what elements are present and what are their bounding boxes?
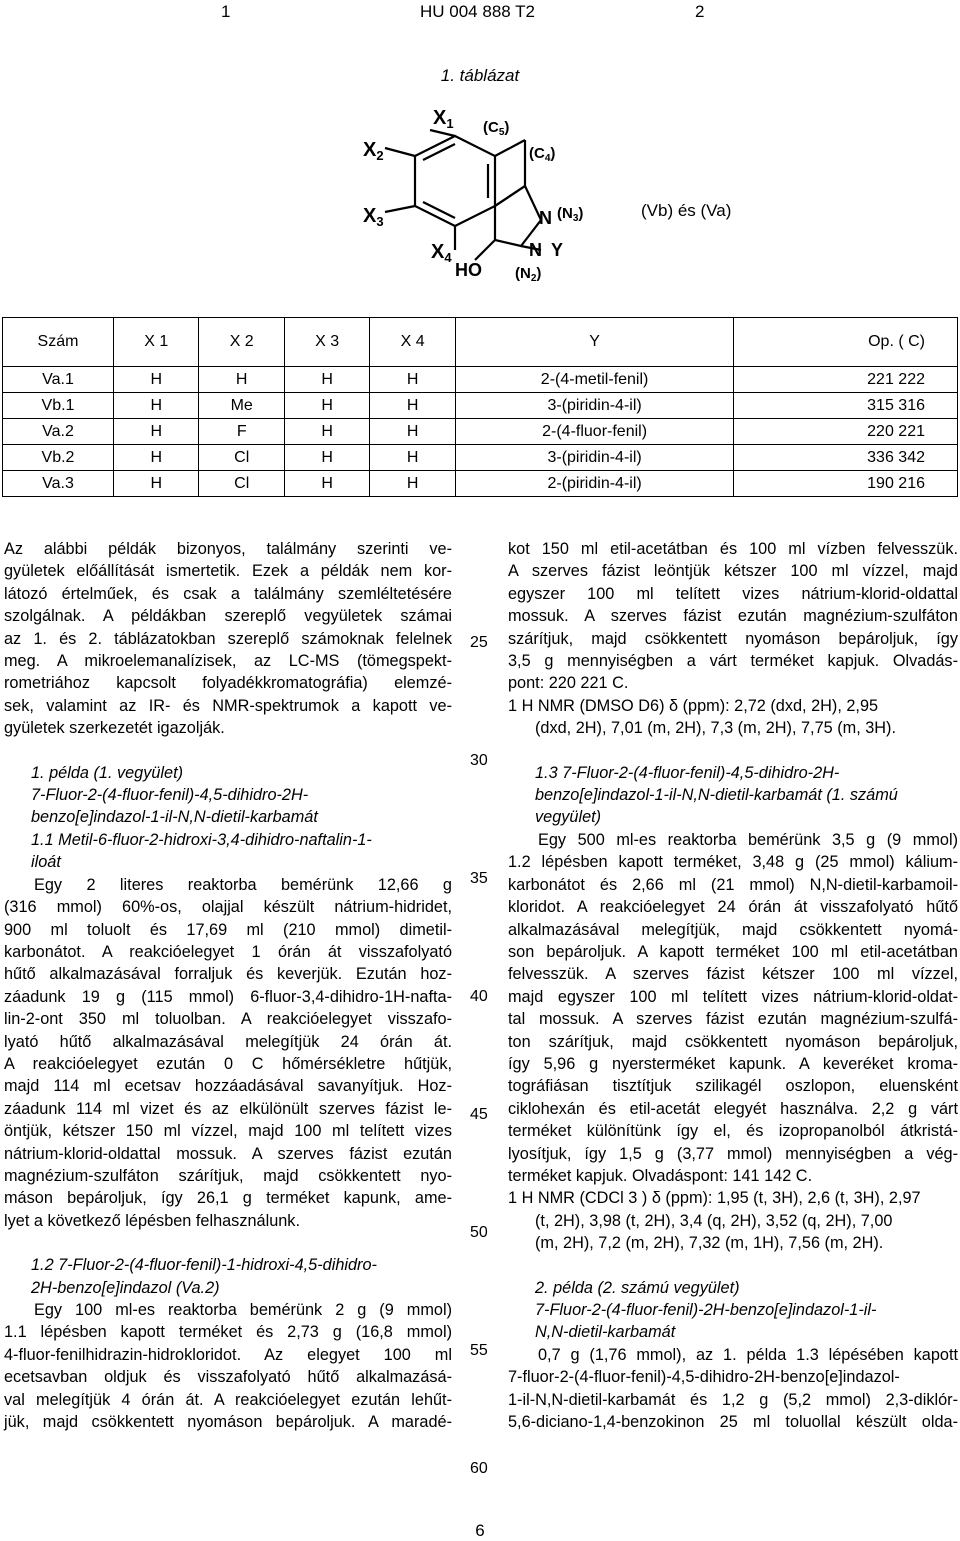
table-cell: H [114, 445, 199, 471]
table-cell: Va.3 [3, 471, 114, 497]
table-cell: H [114, 367, 199, 393]
table-cell: H [114, 471, 199, 497]
table-header-row [3, 318, 958, 367]
svg-text:X2: $X_2$ [363, 139, 384, 163]
step-1-3-body: Egy 500 ml-es reaktorba bemérünk 3,5 g (9 mmol) 1.2 lépésben kapott terméket, 3,48 g (25 mmol) kálium- karbonátot és 2,66 ml (21 mmol) N,N-dietil-karbamoil- kloridot. A reakcióelegyet 24 órán át visszafolyató hűtő alkalmazásával melegítjük, majd csökkentett nyomá- son bepároljuk. A kapott terméket 100 ml etil-acetátban felvesszük. A szerves fázist kétszer 100 ml vízzel, majd egyszer 100 ml telített vizes nátrium-klorid-oldat- tal mossuk. A szerves fázist ezután magnézium-szulfá- ton szárítjuk, majd csökkentett nyomáson bepároljuk, így 5,96 g nyersterméket kapunk. A keveréket kroma- tográfiásan tisztítjuk szilikagél oszlopon, eluensként ciklohexán és etil-acetát elegyét használva. 2,2 g várt terméket különítünk így el, és izopropanolból átkristá- lyosítjuk, így 1,5 g (3,77 mmol) mennyiségben a vég- terméket kapjuk. Olvadáspont: 141 142 C. [508, 830, 958, 1185]
svg-text:N: N [539, 208, 552, 228]
table-cell: H [114, 393, 199, 419]
svg-text:(N3): $(N_3)$ [557, 205, 584, 224]
column-header: X 4 [370, 318, 455, 367]
svg-text:(N2): $(N_2)$ [515, 265, 542, 284]
right-column [508, 538, 958, 1433]
table-cell: H [284, 419, 369, 445]
svg-text:X3: $X_3$ [363, 205, 384, 229]
step-1-1-body: Egy 2 literes reaktorba bemérünk 12,66 g (316 mmol) 60%-os, olajjal készült nátrium-hidridet, 900 ml toluolt és 17,69 ml (210 mmol) dimetil- karbonátot. A reakcióelegyet 1 órán át visszafolyató hűtő alkalmazásával forraljuk és keverjük. Ezután hoz- záadunk 19 g (115 mmol) 6-fluor-3,4-dihidro-1H-nafta- lin-2-ont 350 ml toluolban. A reakcióelegyet visszafo- lyató hűtő alkalmazásával melegítjük 24 órán át. A reakcióelegyet ezután 0 C hőmérsékletre hűtjük, majd 114 ml ecetsav hozzáadásával savanyítjuk. Hoz- záadunk 114 ml vizet és az elkülönült szerves fázist le- öntjük, kétszer 150 ml vízzel, majd 100 ml telített vizes nátrium-klorid-oldattal mossuk. A szerves fázist ezután magnézium-szulfáton szárítjuk, majd csökkentett nyo- máson bepároljuk, így 26,1 g terméket kapunk, ame- lyet a következő lépésben felhasználunk. [4, 875, 452, 1230]
table-cell: 3-(piridin-4-il) [455, 445, 733, 471]
column-header: X 1 [114, 318, 199, 367]
table-cell: H [370, 471, 455, 497]
table-row [3, 419, 958, 445]
table-cell: Va.1 [3, 367, 114, 393]
svg-text:(C4): $(C_4)$ [529, 145, 556, 164]
table-cell: 190 216 [734, 471, 958, 497]
table-cell: H [284, 393, 369, 419]
table-cell: H [370, 419, 455, 445]
table-cell: F [199, 419, 284, 445]
svg-text:(C5): $(C_5)$ [483, 119, 510, 138]
line-number: 25 [470, 634, 488, 651]
table-cell: 2-(piridin-4-il) [455, 471, 733, 497]
nmr-data-2: 1 H NMR (CDCl 3 ) δ (ppm): 1,95 (t, 3H), 2,6 (t, 3H), 2,97 (t, 2H), 3,98 (t, 2H), 3,4 (q, 2H), 3,52 (q, 2H), 7,00 (m, 2H), 7,2 (m, 2H), 7,32 (m, 1H), 7,56 (m, 2H). [508, 1189, 921, 1253]
column-header: Szám [3, 318, 114, 367]
column-header: Y [455, 318, 733, 367]
line-number: 55 [470, 1342, 488, 1359]
intro-paragraph: Az alábbi példák bizonyos, találmány szerinti ve- gyületek előállítását ismertetik. Ezek a példák nem kor- látozó értelműek, és csak a találmány szemléltetésére szolgálnak. A példákban szereplő vegyületek számai az 1. és 2. táblázatokban szereplő számoknak felelnek meg. A mikroelemanalízisek, az LC-MS (tömegspekt- rometriához kapcsolt folyadékkromatográfia) elemzé- sek, valamint az IR- és NMR-spektrumok a kapott ve- gyületek szerkezetét igazolják. [4, 540, 452, 738]
svg-text:Y: Y [551, 240, 564, 260]
table-cell: 336 342 [734, 445, 958, 471]
table-cell: Cl [199, 471, 284, 497]
table-cell: Cl [199, 445, 284, 471]
table-cell: 220 221 [734, 419, 958, 445]
table-cell: H [284, 445, 369, 471]
table-cell: Me [199, 393, 284, 419]
svg-text:HO: HO [455, 260, 482, 280]
table-caption: 1. táblázat [440, 66, 520, 85]
patent-number: HU 004 888 T2 [420, 2, 535, 21]
line-number: 50 [470, 1224, 488, 1241]
example-2-title: 2. példa (2. számú vegyület) 7-Fluor-2-(4-fluor-fenil)-2H-benzo[e]indazol-1-il- N,N-dietil-karbamát [535, 1278, 877, 1342]
line-number: 40 [470, 988, 488, 1005]
page-number-left: 1 [221, 2, 231, 21]
compound-table [2, 317, 958, 497]
table-cell: H [370, 367, 455, 393]
nmr-data-1: 1 H NMR (DMSO D6) δ (ppm): 2,72 (dxd, 2H), 2,95 (dxd, 2H), 7,01 (m, 2H), 7,3 (m, 2H), 7,75 (m, 3H). [508, 696, 896, 738]
benzene-ring [415, 136, 495, 226]
table-cell: H [370, 445, 455, 471]
table-cell: H [114, 419, 199, 445]
svg-text:X1: $X_1$ [433, 107, 454, 131]
column-header: X 2 [199, 318, 284, 367]
table-cell: 221 222 [734, 367, 958, 393]
step-1-2-body: Egy 100 ml-es reaktorba bemérünk 2 g (9 mmol) 1.1 lépésben kapott terméket és 2,73 g (16,8 mmol) 4-fluor-fenilhidrazin-hidrokloridot. Az elegyet 100 ml ecetsavban oldjuk és visszafolyató hűtő alkalmazásá- val melegítjük 4 órán át. A reakcióelegyet ezután lehűt- jük, majd csökkentett nyomáson bepároljuk. A maradé- [4, 1301, 452, 1432]
table-cell: 3-(piridin-4-il) [455, 393, 733, 419]
example-1-title: 1. példa (1. vegyület) 7-Fluor-2-(4-fluor-fenil)-4,5-dihidro-2H- benzo[e]indazol-1-il-N,N-dietil-karbamát [31, 763, 318, 827]
table-cell: H [284, 471, 369, 497]
column-header: Op. ( C) [734, 318, 958, 367]
table-cell: H [284, 367, 369, 393]
continuation-paragraph: kot 150 ml etil-acetátban és 100 ml vízben felvesszük. A szerves fázist leöntjük kétszer 100 ml vízzel, majd egyszer 100 ml telített vizes nátrium-klorid-oldattal mossuk. A szerves fázist ezután magnézium-szulfáton szárítjuk, majd csökkentett nyomáson bepároljuk, így 3,5 g mennyiségben a várt terméket kapjuk. Olvadás- pont: 220 221 C. [508, 540, 958, 693]
table-row [3, 471, 958, 497]
table-cell: 2-(4-fluor-fenil) [455, 419, 733, 445]
line-number: 30 [470, 752, 488, 769]
step-1-2-title: 1.2 7-Fluor-2-(4-fluor-fenil)-1-hidroxi-4,5-dihidro- 2H-benzo[e]indazol (Va.2) [31, 1256, 377, 1297]
chemical-structure [355, 100, 615, 300]
line-number: 60 [470, 1460, 488, 1477]
table-cell: Vb.1 [3, 393, 114, 419]
table-cell: 315 316 [734, 393, 958, 419]
step-1-3-title: 1.3 7-Fluor-2-(4-fluor-fenil)-4,5-dihidro-2H- benzo[e]indazol-1-il-N,N-dietil-karbamát (1. számú vegyület) [535, 763, 898, 827]
table-cell: H [370, 393, 455, 419]
left-column [4, 538, 452, 1433]
column-header: X 3 [284, 318, 369, 367]
table-row [3, 367, 958, 393]
table-cell: Vb.2 [3, 445, 114, 471]
example-2-body: 0,7 g (1,76 mmol), az 1. példa 1.3 lépésében kapott 7-fluor-2-(4-fluor-fenil)-4,5-dihidro-2H-benzo[e]indazol- 1-il-N,N-dietil-karbamát és 1,2 g (5,2 mmol) 2,3-diklór- 5,6-diciano-1,4-benzokinon 25 ml toluollal készült olda- [508, 1345, 958, 1432]
structure-note: (Vb) és (Va) [641, 201, 732, 220]
table-cell: Va.2 [3, 419, 114, 445]
svg-text:X4: $X_4$ [431, 241, 452, 265]
step-1-1-title: 1.1 Metil-6-fluor-2-hidroxi-3,4-dihidro-naftalin-1- iloát [31, 830, 372, 872]
table-row [3, 445, 958, 471]
svg-text:N: N [529, 240, 542, 260]
line-number: 45 [470, 1106, 488, 1123]
table-cell: 2-(4-metil-fenil) [455, 367, 733, 393]
page-number: 6 [475, 1521, 485, 1540]
table-row [3, 393, 958, 419]
pyrazole-ring [495, 186, 541, 246]
line-number: 35 [470, 870, 488, 887]
page-number-right: 2 [695, 2, 705, 21]
table-cell: H [199, 367, 284, 393]
